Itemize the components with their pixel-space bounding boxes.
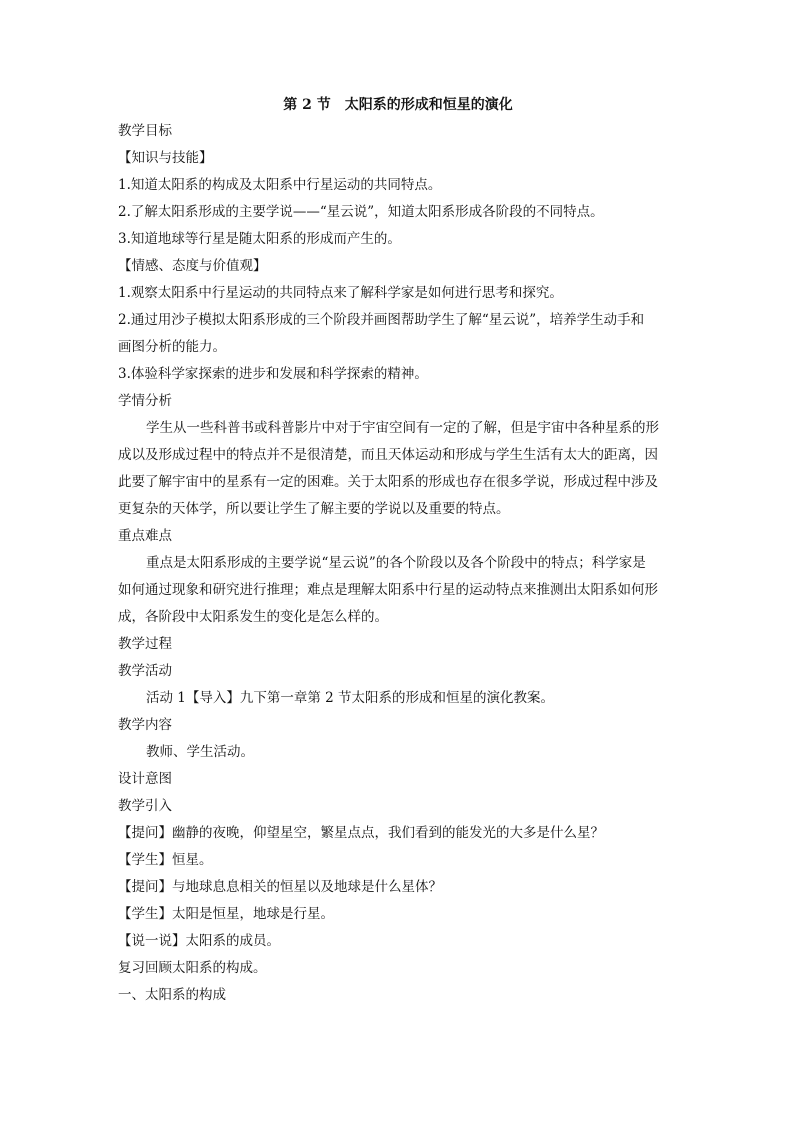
- text-line: 教师、学生活动。: [146, 744, 254, 760]
- text-line: 3.体验科学家探索的进步和发展和科学探索的精神。: [118, 366, 428, 382]
- text-line: 教学内容: [118, 717, 172, 733]
- text-line: 复习回顾太阳系的构成。: [118, 960, 267, 976]
- text-line: 2.了解太阳系形成的主要学说——“星云说”，知道太阳系形成各阶段的不同特点。: [118, 204, 604, 220]
- text-line: 教学引入: [118, 798, 172, 814]
- text-line: 3.知道地球等行星是随太阳系的形成而产生的。: [118, 231, 401, 247]
- text-line: 成，各阶段中太阳系发生的变化是怎么样的。: [118, 609, 388, 625]
- text-line: 学生从一些科普书或科普影片中对于宇宙空间有一定的了解，但是宇宙中各种星系的形: [146, 420, 659, 436]
- text-line: 设计意图: [118, 771, 172, 787]
- text-line: 【说一说】太阳系的成员。: [118, 933, 280, 949]
- text-line: 此要了解宇宙中的星系有一定的困难。关于太阳系的形成也存在很多学说，形成过程中涉及: [118, 474, 658, 490]
- text-line: 教学活动: [118, 663, 172, 679]
- text-line: 活动 1【导入】九下第一章第 2 节太阳系的形成和恒星的演化教案。: [146, 690, 555, 706]
- text-line: 成以及形成过程中的特点并不是很清楚，而且天体运动和形成与学生生活有太大的距离，因: [118, 447, 658, 463]
- text-line: 2.通过用沙子模拟太阳系形成的三个阶段并画图帮助学生了解“星云说”，培养学生动手和: [118, 312, 645, 328]
- document-body: [118, 118, 678, 1009]
- text-line: 1.知道太阳系的构成及太阳系中行星运动的共同特点。: [118, 177, 442, 193]
- text-line: 更复杂的天体学，所以要让学生了解主要的学说以及重要的特点。: [118, 501, 510, 517]
- text-line: 【提问】幽静的夜晚，仰望星空，繁星点点，我们看到的能发光的大多是什么星？: [118, 825, 604, 841]
- text-line: 学情分析: [118, 393, 172, 409]
- text-line: 一、太阳系的构成: [118, 987, 226, 1003]
- text-line: 【学生】恒星。: [118, 852, 213, 868]
- text-line: 教学目标: [118, 123, 172, 139]
- text-line: 教学过程: [118, 636, 172, 652]
- document-page: [118, 92, 678, 1009]
- text-line: 【学生】太阳是恒星，地球是行星。: [118, 906, 334, 922]
- text-line: 【情感、态度与价值观】: [118, 258, 267, 274]
- text-line: 【知识与技能】: [118, 150, 213, 166]
- text-line: 重点难点: [118, 528, 172, 544]
- text-line: 画图分析的能力。: [118, 339, 226, 355]
- document-title: 第 2 节 太阳系的形成和恒星的演化: [283, 97, 513, 113]
- text-line: 如何通过现象和研究进行推理；难点是理解太阳系中行星的运动特点来推测出太阳系如何形: [118, 582, 658, 598]
- text-line: 1.观察太阳系中行星运动的共同特点来了解科学家是如何进行思考和探究。: [118, 285, 563, 301]
- text-line: 【提问】与地球息息相关的恒星以及地球是什么星体？: [118, 879, 442, 895]
- text-line: 重点是太阳系形成的主要学说“星云说”的各个阶段以及各个阶段中的特点；科学家是: [146, 555, 646, 571]
